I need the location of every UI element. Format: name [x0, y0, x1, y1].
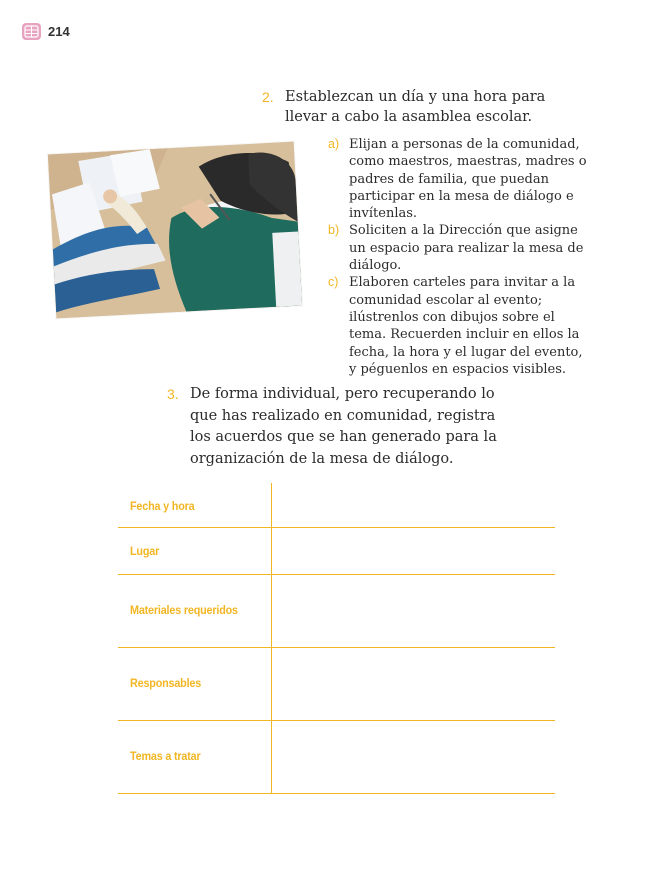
table-row — [118, 575, 555, 648]
row-label: Responsables — [130, 676, 202, 690]
row-label: Materiales requeridos — [130, 603, 238, 617]
row-label: Temas a tratar — [130, 749, 201, 763]
activity-item-3 — [167, 384, 497, 470]
sub-item-letter: c) — [328, 275, 339, 290]
sub-item-a — [328, 136, 593, 222]
sub-item-c — [328, 274, 593, 378]
row-label: Fecha y hora — [130, 499, 195, 513]
item-number: 2. — [262, 89, 274, 105]
table-row — [118, 648, 555, 721]
item-text: De forma individual, pero recuperando lo que has realizado en comunidad, registra los acuerdos que se han generado para la organización de la mesa de diálogo. — [190, 386, 497, 467]
sub-items-list — [328, 136, 593, 378]
activity-item-2 — [262, 87, 562, 127]
item-number: 3. — [167, 386, 179, 402]
table-row — [118, 528, 555, 575]
table-row — [118, 721, 555, 794]
page-number: 214 — [48, 24, 70, 39]
row-label: Lugar — [130, 544, 160, 558]
sub-item-letter: a) — [328, 137, 340, 151]
sub-item-text: Elaboren carteles para invitar a la comunidad escolar al evento; ilústrenlos con dibujos sobre el tema. Recuerden incluir en ellos la fecha, la hora y el lugar del evento, y péguenlos en espacios visibles. — [349, 275, 583, 377]
table-column-divider — [271, 483, 272, 794]
sub-item-b — [328, 222, 593, 274]
item-text: Establezcan un día y una hora para llevar a cabo la asamblea escolar. — [285, 89, 546, 125]
book-logo-icon — [22, 23, 41, 40]
sub-item-letter: b) — [328, 223, 340, 238]
sub-item-text: Elijan a personas de la comunidad, como maestros, maestras, madres o padres de familia, que puedan participar en la mesa de diálogo e invítenlas. — [349, 137, 587, 222]
table-row — [118, 483, 555, 528]
agreements-table — [118, 483, 555, 795]
students-writing-photo — [48, 142, 302, 319]
sub-item-text: Soliciten a la Dirección que asigne un espacio para realizar la mesa de diálogo. — [349, 223, 584, 274]
